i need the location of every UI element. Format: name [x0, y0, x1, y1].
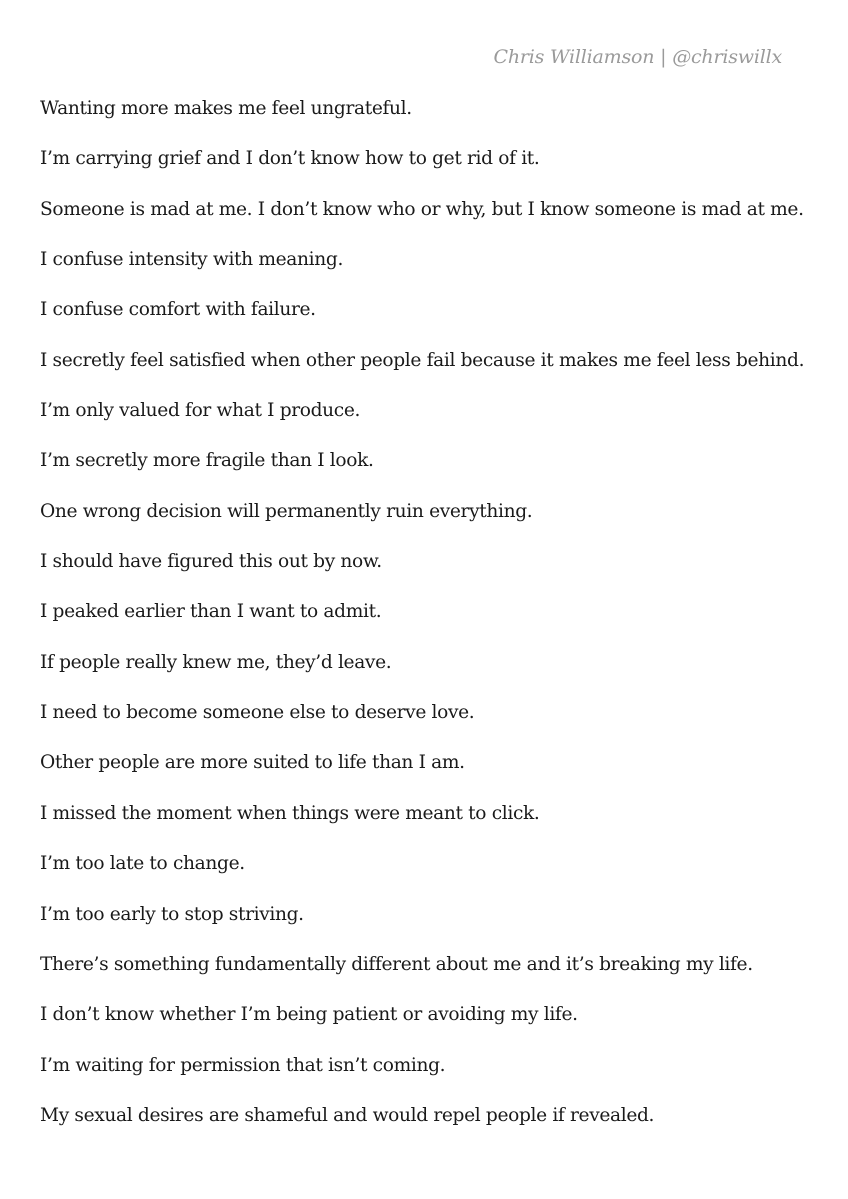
statement-line: I secretly feel satisfied when other people fail because it makes me feel less behind.	[40, 349, 805, 371]
statement-line: There’s something fundamentally different about me and it’s breaking my life.	[40, 953, 753, 975]
statement-line: Wanting more makes me feel ungrateful.	[40, 98, 412, 119]
author-byline: Chris Williamson | @chriswillx	[493, 46, 782, 68]
statement-line: I missed the moment when things were meant to click.	[40, 802, 540, 824]
statement-line: One wrong decision will permanently ruin everything.	[40, 500, 533, 522]
statement-list	[40, 96, 808, 1153]
statement-line: I’m only valued for what I produce.	[40, 400, 361, 422]
statement-line: I’m waiting for permission that isn’t coming.	[40, 1054, 446, 1076]
statement-line: My sexual desires are shameful and would repel people if revealed.	[40, 1104, 655, 1126]
statement-line: I peaked earlier than I want to admit.	[40, 601, 382, 623]
statement-line: I confuse comfort with failure.	[40, 299, 316, 321]
statement-line: I need to become someone else to deserve love.	[40, 702, 475, 724]
statement-line: I’m too late to change.	[40, 853, 245, 875]
statement-line: I’m too early to stop striving.	[40, 903, 304, 925]
statement-line: I confuse intensity with meaning.	[40, 249, 344, 271]
statement-line: If people really knew me, they’d leave.	[40, 651, 392, 673]
statement-line: Other people are more suited to life than I am.	[40, 752, 465, 774]
statement-line: I should have figured this out by now.	[40, 551, 382, 573]
statement-line: I’m secretly more fragile than I look.	[40, 450, 374, 472]
statement-line: I’m carrying grief and I don’t know how to get rid of it.	[40, 148, 540, 170]
statement-line: I don’t know whether I’m being patient or avoiding my life.	[40, 1004, 578, 1026]
statement-line: Someone is mad at me. I don’t know who or why, but I know someone is mad at me.	[40, 198, 804, 220]
